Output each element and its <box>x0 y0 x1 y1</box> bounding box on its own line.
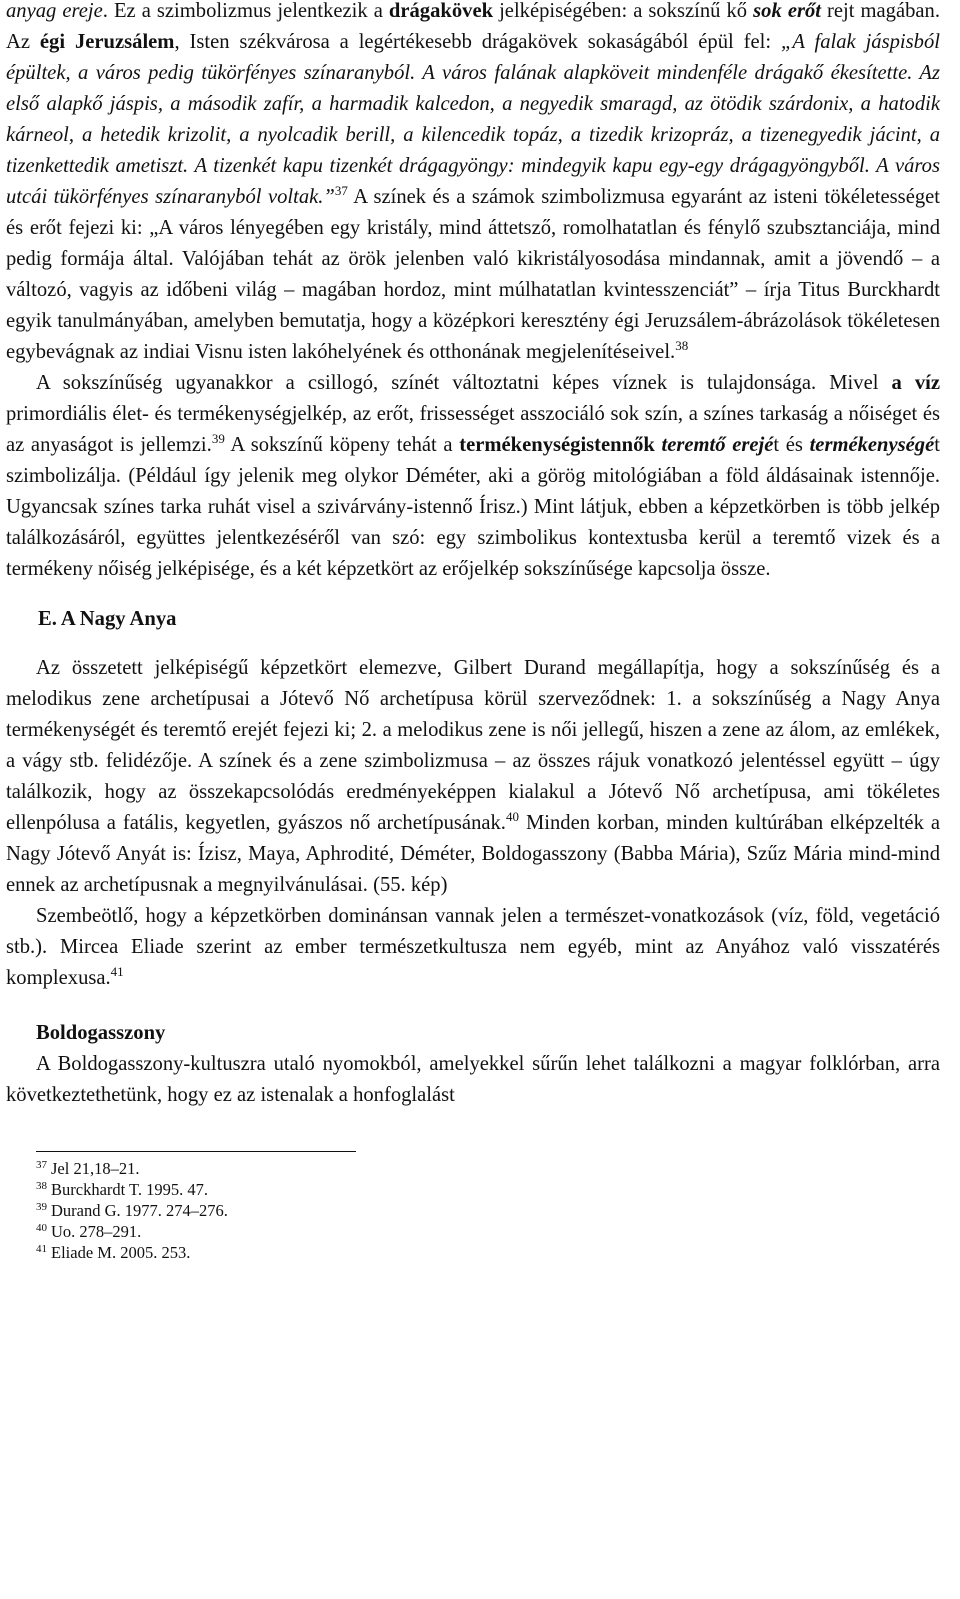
section-heading: E. A Nagy Anya <box>38 608 177 630</box>
subsection-heading: Boldogasszony <box>36 1022 166 1044</box>
footnote-number: 38 <box>36 1180 47 1192</box>
bold-phrase: a víz <box>891 372 940 394</box>
footnote-text: Jel 21,18–21. <box>51 1159 140 1178</box>
bible-quote: „A falak jáspisból épültek, a város pedig tükörfényes színaranyból. A város falának alapköveit mindenféle drágakő ékesítette. Az első alapkő jáspis, a második zafír, a harmadik kalcedon, a negyedik smaragd, az ötödik szárdonix, a hatodik kárneol, a hetedik krizolit, a nyolcadik berill, a kilencedik topáz, a tizedik krizopráz, a tizenegyedik jácint, a tizenkettedik ametiszt. A tizenkét kapu tizenkét drágagyöngy: mindegyik kapu egy-egy drágagyöngyből. A város utcái tükörfényes színaranyból voltak.” <box>6 31 940 208</box>
bold-phrase: drágakövek <box>388 0 494 22</box>
footnote-40 <box>36 1221 940 1242</box>
text-run: Szembeötlő, hogy a képzetkörben dominánsan vannak jelen a természet-vonatkozások (víz, föld, vegetáció stb.). Mircea Eliade szerint az ember természetkultusza nem egyéb, mint az Anyához való visszatérés komplexusa. <box>6 905 940 989</box>
text-run: t szimbolizálja. (Például így jelenik meg olykor Déméter, aki a görög mitológiában a föld áldásainak istennője. Ugyancsak színes tarka ruhát visel a szivárvány-istennő Írisz.) Mint látjuk, ebben a képzetkörben is több jelkép találkozásáról, együttes jelentkezéséről van szó: egy szimbolikus kontextusba kerül a teremtő vizek és a termékeny nőiség jelképisége, és a két képzetkört az erőjelkép sokszínűsége kapcsolja össze. <box>6 434 940 580</box>
footnote-ref-37[interactable]: 37 <box>334 183 348 198</box>
text-run: , Isten székvárosa a legértékesebb drágakövek sokaságából épül fel: <box>174 31 781 53</box>
text-run: Az összetett jelképiségű képzetkört elemezve, Gilbert Durand megállapítja, hogy a sokszínűség és a melodikus zene archetípusai a Jótevő Nő archetípusa körül szerveződnek: 1. a sokszínűség a Nagy Anya termékenységét és teremtő erejét fejezi ki; 2. a melodikus zene is női jellegű, hiszen a zene az álom, az emlékek, a vágy stb. felidézője. A színek és a zene szimbolizmusa – az összes rájuk vonatkozó jelentéssel együtt – úgy találkozik, hogy az összekapcsolódás eredményeképpen kialakul a Jótevő Nő archetípusa, ami tökéletes ellenpólusa a fatális, kegyetlen, gyászos nő archetípusának. <box>6 657 940 834</box>
footnote-ref-40[interactable]: 40 <box>505 809 519 824</box>
footnote-38 <box>36 1179 940 1200</box>
bold-italic-phrase: sok <box>753 0 782 22</box>
bold-italic-phrase: erőt <box>787 0 821 22</box>
footnote-ref-39[interactable]: 39 <box>211 431 225 446</box>
paragraph-boldogasszony: A Boldogasszony-kultuszra utaló nyomokból, amelyekkel sűrűn lehet találkozni a magyar folklórban, arra következtethetünk, hogy ez az istenalak a honfoglalást <box>6 1053 940 1106</box>
footnote-39 <box>36 1200 940 1221</box>
footnote-text: Burckhardt T. 1995. 47. <box>51 1180 209 1199</box>
footnote-ref-41[interactable]: 41 <box>110 964 124 979</box>
text-run: Minden korban, minden kultúrában elképzelték a Nagy Jótevő Anyát is: Ízisz, Maya, Aphrodité, Déméter, Boldogasszony (Babba Mária), Szűz Mária mind-mind ennek az archetípusnak a megnyilvánulásai. (55. kép) <box>6 812 940 896</box>
footnote-41 <box>36 1242 940 1263</box>
footnote-number: 39 <box>36 1201 47 1213</box>
italic-phrase: anyag ereje <box>6 0 103 22</box>
footnote-divider <box>36 1151 356 1152</box>
bold-italic-phrase: termékenységé <box>809 434 935 456</box>
text-run: A sokszínűség ugyanakkor a csillogó, színét változtatni képes víznek is tulajdonsága. Mivel <box>36 372 892 394</box>
paragraph-jerusalem <box>6 0 940 368</box>
text-run: . Ez a szimbolizmus jelentkezik a <box>102 0 389 22</box>
text-run: rejt magában. Az <box>6 0 941 53</box>
text-run: t és <box>773 434 810 456</box>
footnote-37 <box>36 1158 940 1179</box>
text-run: A sokszínű köpeny tehát a <box>224 434 460 456</box>
bold-phrase: égi Jeruzsálem <box>39 31 175 53</box>
paragraph-water <box>6 368 940 585</box>
footnote-text: Eliade M. 2005. 253. <box>51 1243 191 1262</box>
text-run: primordiális élet- és termékenységjelkép, az erőt, frissességet asszociáló sok szín, a színes tarkaság a nőiséget és az anyaságot is jellemzi. <box>6 403 940 456</box>
text-run <box>655 434 662 456</box>
footnote-text: Durand G. 1977. 274–276. <box>51 1201 228 1220</box>
bold-phrase: termékenységistennők <box>459 434 655 456</box>
bold-italic-phrase: teremtő erejé <box>661 434 774 456</box>
footnote-number: 37 <box>36 1159 47 1171</box>
text-run: A színek és a számok szimbolizmusa egyaránt az isteni tökéletességet és erőt fejezi ki: „A város lényegében egy kristály, mind áttetsző, romolhatatlan és fénylő szubsztanciája, mind pedig formája által. Valójában tehát az örök jelenben való kikristályosodása mindannak, amit a jövendő – a változó, vagyis az időbeni világ – magában hordoz, mint múlhatatlan kvintesszenciát” – írja Titus Burckhardt egyik tanulmányában, amelyben bemutatja, hogy a középkori keresztény égi Jeruzsálem-ábrázolások tökéletesen egybevágnak az indiai Visnu isten lakóhelyének és otthonának megjelenítéseivel. <box>6 186 940 363</box>
footnote-number: 41 <box>36 1243 47 1255</box>
paragraph-durand <box>6 653 940 901</box>
text-run: jelképiségében: a sokszínű kő <box>493 0 754 22</box>
paragraph-eliade <box>6 901 940 994</box>
footnote-text: Uo. 278–291. <box>51 1222 142 1241</box>
footnotes <box>36 1158 940 1263</box>
footnote-ref-38[interactable]: 38 <box>675 338 689 353</box>
footnote-number: 40 <box>36 1222 47 1234</box>
